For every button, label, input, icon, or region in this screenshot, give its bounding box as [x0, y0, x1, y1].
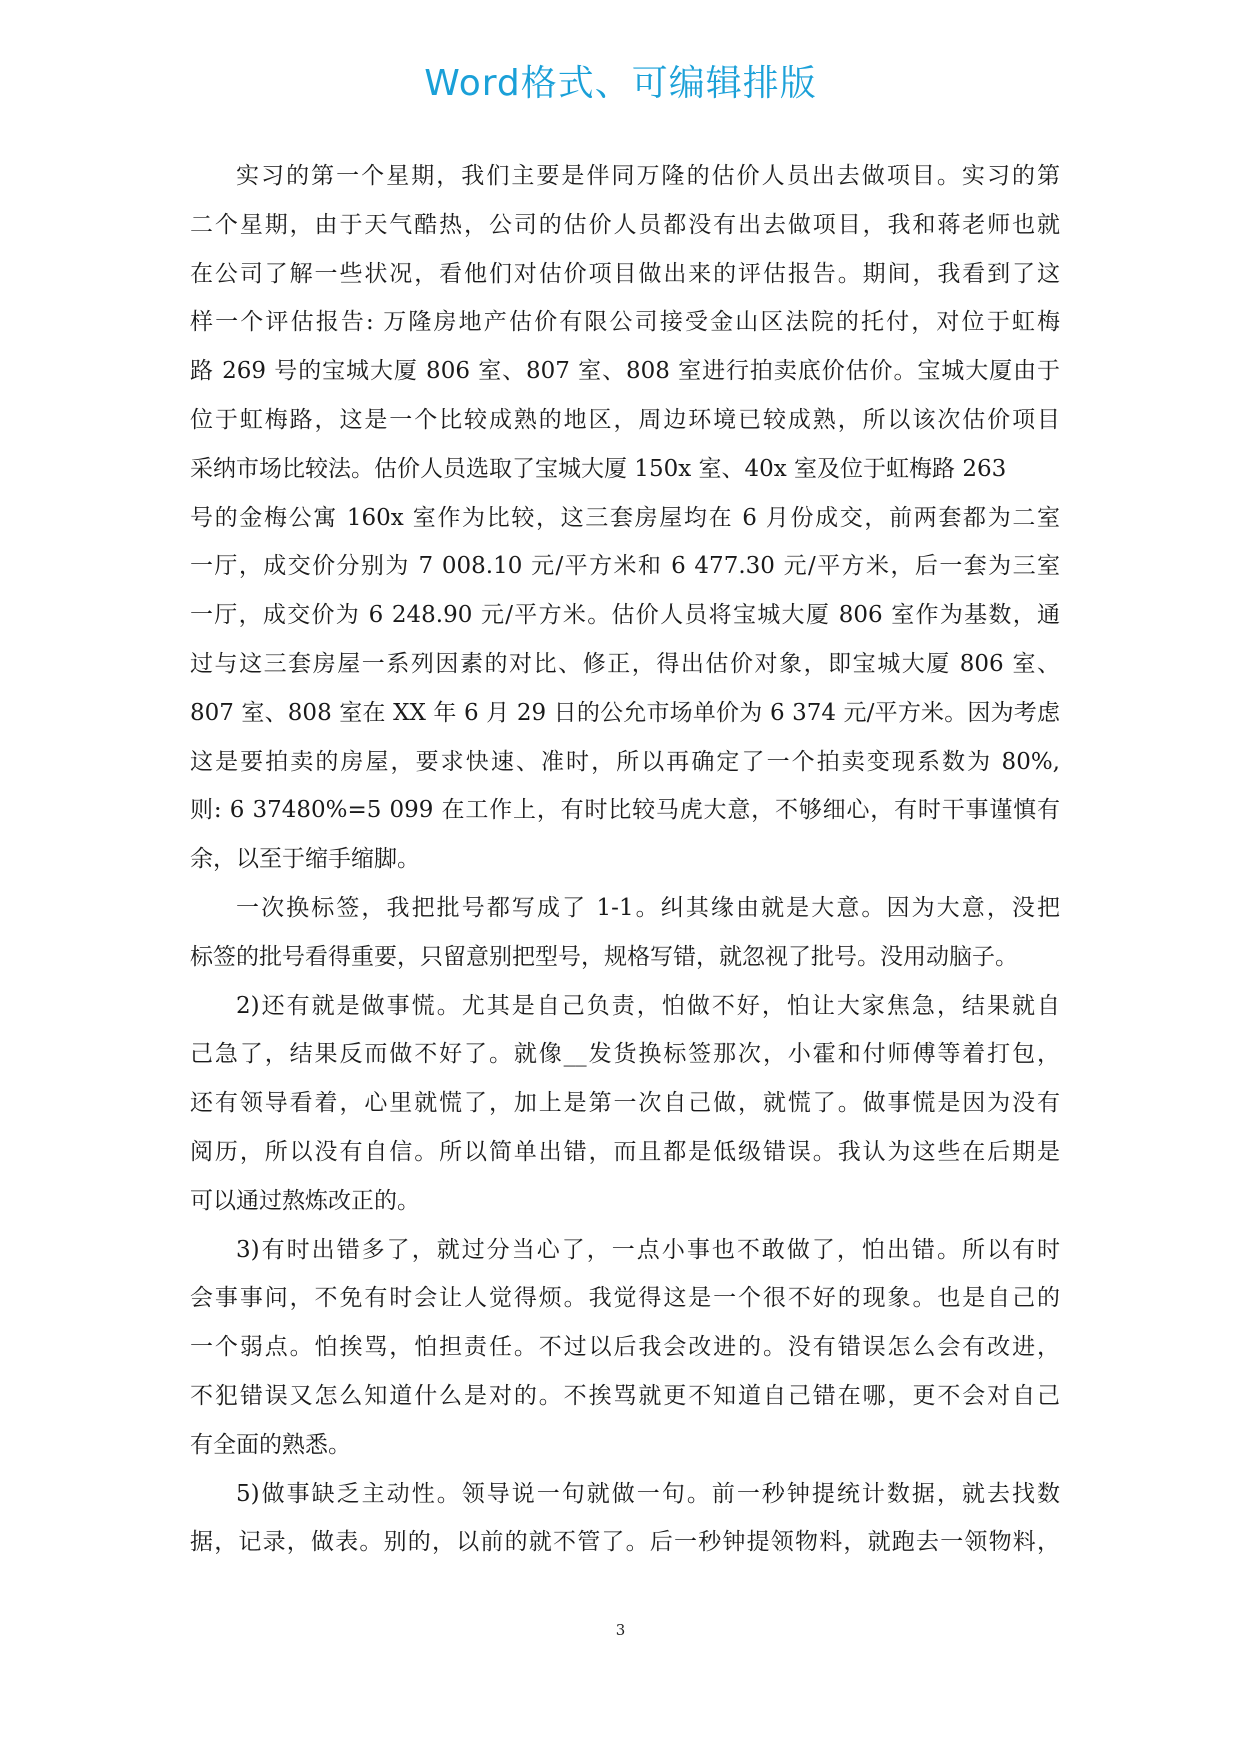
text-line: 还有领导看着，心里就慌了，加上是第一次自己做，就慌了。做事慌是因为没有 [190, 1090, 1060, 1117]
text-line: 标签的批号看得重要，只留意别把型号，规格写错，就忽视了批号。没用动脑子。 [190, 943, 1018, 970]
paragraph-1 [190, 152, 1060, 884]
text-line: 过与这三套房屋一系列因素的对比、修正，得出估价对象，即宝城大厦 806 室、 [190, 650, 1060, 677]
text-line: 在公司了解一些状况，看他们对估价项目做出来的评估报告。期间，我看到了这 [190, 260, 1060, 287]
text-line: 二个星期，由于天气酷热，公司的估价人员都没有出去做项目，我和蒋老师也就 [190, 211, 1060, 238]
text-line: 据，记录，做表。别的，以前的就不管了。后一秒钟提领物料，就跑去一领物料， [190, 1529, 1060, 1556]
text-line: 807 室、808 室在 XX 年 6 月 29 日的公允市场单价为 6 374 元/平方米。因为考虑 [190, 699, 1060, 726]
paragraph-5 [190, 1470, 1060, 1568]
text-line: 5)做事缺乏主动性。领导说一句就做一句。前一秒钟提统计数据，就去找数 [236, 1480, 1060, 1507]
text-line: 一次换标签，我把批号都写成了 1-1。纠其缘由就是大意。因为大意，没把 [236, 894, 1060, 921]
paragraph-3 [190, 982, 1060, 1226]
paragraph-2 [190, 884, 1060, 982]
text-line: 路 269 号的宝城大厦 806 室、807 室、808 室进行拍卖底价估价。宝城大厦由于 [190, 358, 1060, 385]
text-line: 有全面的熟悉。 [190, 1431, 351, 1458]
text-line: 则: 6 37480%=5 099 在工作上，有时比较马虎大意，不够细心，有时干事谨慎有 [190, 797, 1060, 824]
text-line: 己急了，结果反而做不好了。就像__发货换标签那次，小霍和付师傅等着打包， [190, 1041, 1060, 1068]
text-line: 一厅，成交价为 6 248.90 元/平方米。估价人员将宝城大厦 806 室作为基数，通 [190, 602, 1060, 629]
text-line: 号的金梅公寓 160x 室作为比较，这三套房屋均在 6 月份成交，前两套都为二室 [190, 504, 1060, 531]
text-line: 会事事问，不免有时会让人觉得烦。我觉得这是一个很不好的现象。也是自己的 [190, 1285, 1060, 1312]
text-line: 一个弱点。怕挨骂，怕担责任。不过以后我会改进的。没有错误怎么会有改进， [190, 1334, 1060, 1361]
text-line: 2)还有就是做事慌。尤其是自己负责，怕做不好，怕让大家焦急，结果就自 [236, 992, 1060, 1019]
text-line: 这是要拍卖的房屋，要求快速、准时，所以再确定了一个拍卖变现系数为 80%, [190, 748, 1060, 775]
text-line: 余，以至于缩手缩脚。 [190, 846, 420, 873]
paragraph-4 [190, 1226, 1060, 1470]
header-title: Word格式、可编辑排版 [424, 63, 817, 104]
page-number: 3 [615, 1621, 626, 1639]
text-line: 可以通过熬炼改正的。 [190, 1187, 420, 1214]
text-line: 实习的第一个星期，我们主要是伴同万隆的估价人员出去做项目。实习的第 [236, 163, 1060, 189]
text-line: 样一个评估报告: 万隆房地产估价有限公司接受金山区法院的托付，对位于虹梅 [190, 309, 1060, 336]
body-text [190, 152, 1060, 1567]
text-line: 位于虹梅路，这是一个比较成熟的地区，周边环境已较成熟，所以该次估价项目 [190, 406, 1060, 433]
text-line: 一厅，成交价分别为 7 008.10 元/平方米和 6 477.30 元/平方米，后一套为三室 [190, 553, 1060, 580]
text-line: 不犯错误又怎么知道什么是对的。不挨骂就更不知道自己错在哪，更不会对自己 [190, 1382, 1060, 1409]
text-line: 采纳市场比较法。估价人员选取了宝城大厦 150x 室、40x 室及位于虹梅路 263 [190, 455, 1007, 482]
text-line: 3)有时出错多了，就过分当心了，一点小事也不敢做了，怕出错。所以有时 [236, 1236, 1060, 1263]
text-line: 阅历，所以没有自信。所以简单出错，而且都是低级错误。我认为这些在后期是 [190, 1138, 1060, 1165]
